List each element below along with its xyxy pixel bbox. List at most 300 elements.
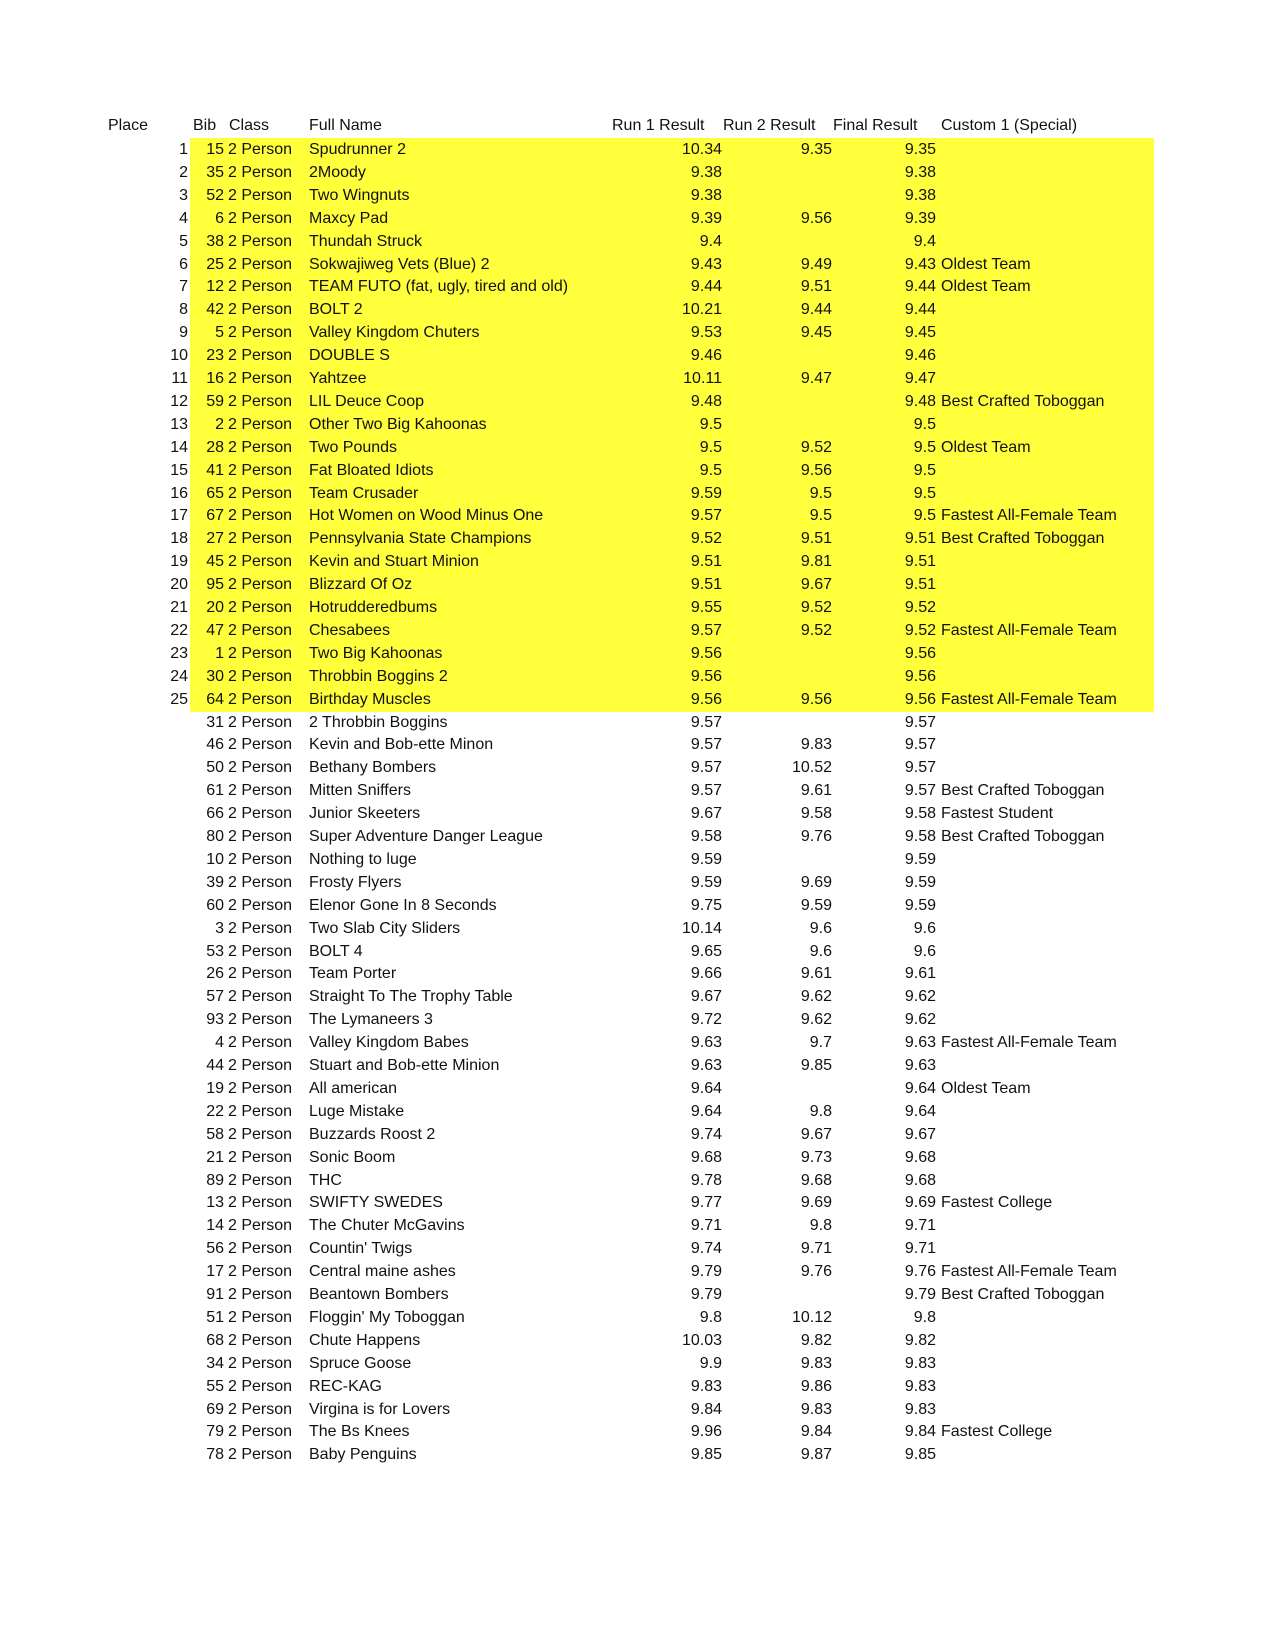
- table-row: [0, 802, 1275, 826]
- cell-class: 2 Person: [228, 1446, 293, 1464]
- cell-full-name: Sokwajiweg Vets (Blue) 2: [309, 255, 490, 273]
- cell-bib: 66: [206, 805, 224, 823]
- table-row: [0, 459, 1275, 483]
- cell-final-result: 9.71: [904, 1217, 936, 1235]
- table-row: [0, 390, 1275, 414]
- cell-class: 2 Person: [228, 415, 293, 433]
- cell-run2-result: 9.62: [800, 1011, 832, 1029]
- cell-run1-result: 9.79: [690, 1263, 722, 1281]
- cell-place: 5: [179, 232, 188, 250]
- table-row: [0, 962, 1275, 986]
- cell-run2-result: 9.56: [800, 690, 832, 708]
- cell-full-name: Kevin and Bob-ette Minon: [309, 736, 494, 754]
- cell-run1-result: 9.67: [690, 805, 722, 823]
- cell-custom-special: Fastest All-Female Team: [941, 621, 1117, 639]
- cell-run1-result: 9.56: [690, 644, 722, 662]
- cell-full-name: Two Wingnuts: [309, 186, 410, 204]
- cell-run2-result: 9.83: [800, 1400, 832, 1418]
- cell-full-name: TEAM FUTO (fat, ugly, tired and old): [309, 278, 569, 296]
- table-row: [0, 779, 1275, 803]
- cell-final-result: 9.57: [904, 759, 936, 777]
- cell-final-result: 9.57: [904, 713, 936, 731]
- cell-class: 2 Person: [228, 667, 293, 685]
- table-row: [0, 940, 1275, 964]
- cell-run2-result: 9.52: [800, 438, 832, 456]
- cell-run2-result: 9.83: [800, 736, 832, 754]
- header-full-name: Full Name: [309, 117, 382, 134]
- table-row: [0, 573, 1275, 597]
- cell-custom-special: Best Crafted Toboggan: [941, 392, 1105, 410]
- cell-place: 4: [179, 209, 188, 227]
- cell-class: 2 Person: [228, 1423, 293, 1441]
- cell-custom-special: Best Crafted Toboggan: [941, 782, 1105, 800]
- table-row: [0, 596, 1275, 620]
- cell-place: 15: [170, 461, 188, 479]
- cell-final-result: 9.56: [904, 667, 936, 685]
- cell-full-name: Countin' Twigs: [309, 1240, 413, 1258]
- table-row: [0, 436, 1275, 460]
- cell-full-name: Yahtzee: [309, 370, 367, 387]
- cell-final-result: 9.56: [904, 690, 936, 708]
- cell-full-name: Virgina is for Lovers: [309, 1400, 451, 1418]
- cell-class: 2 Person: [228, 553, 293, 571]
- cell-bib: 12: [206, 278, 224, 296]
- cell-final-result: 9.83: [904, 1377, 936, 1395]
- table-row: [0, 848, 1275, 872]
- cell-final-result: 9.82: [904, 1331, 936, 1349]
- cell-bib: 56: [206, 1240, 224, 1258]
- cell-run2-result: 9.8: [809, 1102, 832, 1120]
- cell-run1-result: 9.67: [690, 988, 722, 1006]
- cell-run2-result: 9.84: [800, 1423, 832, 1441]
- table-row: [0, 207, 1275, 231]
- cell-run2-result: 9.56: [800, 461, 832, 479]
- cell-place: 18: [170, 530, 188, 548]
- cell-run1-result: 9.51: [690, 576, 722, 594]
- cell-custom-special: Oldest Team: [941, 255, 1031, 273]
- cell-final-result: 9.62: [904, 988, 936, 1006]
- cell-class: 2 Person: [228, 713, 293, 731]
- cell-bib: 5: [215, 324, 224, 342]
- cell-full-name: BOLT 4: [309, 942, 363, 960]
- cell-bib: 13: [206, 1194, 224, 1212]
- table-row: [0, 1123, 1275, 1147]
- header-custom-special: Custom 1 (Special): [941, 117, 1078, 134]
- cell-run1-result: 9.44: [690, 278, 722, 296]
- cell-full-name: Hotrudderedbums: [309, 599, 438, 616]
- cell-class: 2 Person: [228, 759, 293, 777]
- cell-bib: 57: [206, 988, 224, 1006]
- cell-run1-result: 9.46: [690, 347, 722, 365]
- cell-full-name: Two Pounds: [309, 438, 398, 456]
- cell-run2-result: 9.85: [800, 1057, 832, 1074]
- cell-bib: 31: [206, 713, 224, 731]
- cell-bib: 1: [215, 644, 224, 662]
- cell-bib: 23: [206, 347, 224, 365]
- table-row: [0, 344, 1275, 368]
- cell-run1-result: 9.63: [690, 1057, 722, 1074]
- cell-class: 2 Person: [228, 1057, 293, 1074]
- cell-place: 25: [170, 690, 188, 708]
- cell-full-name: Birthday Muscles: [309, 690, 431, 708]
- cell-final-result: 9.63: [904, 1057, 936, 1074]
- cell-class: 2 Person: [228, 370, 293, 387]
- cell-place: 6: [179, 255, 188, 273]
- cell-bib: 69: [206, 1400, 224, 1418]
- cell-run1-result: 9.57: [690, 759, 722, 777]
- cell-final-result: 9.38: [904, 186, 936, 204]
- cell-class: 2 Person: [228, 621, 293, 639]
- cell-custom-special: Oldest Team: [941, 278, 1031, 296]
- cell-run2-result: 9.52: [800, 599, 832, 616]
- cell-full-name: Super Adventure Danger League: [309, 828, 543, 845]
- cell-bib: 34: [206, 1354, 224, 1372]
- cell-full-name: Nothing to luge: [309, 850, 417, 868]
- cell-run1-result: 9.77: [690, 1194, 722, 1212]
- cell-class: 2 Person: [228, 1331, 293, 1349]
- cell-final-result: 9.5: [913, 438, 936, 456]
- cell-run1-result: 10.21: [681, 301, 722, 319]
- cell-class: 2 Person: [228, 942, 293, 960]
- cell-bib: 51: [206, 1308, 224, 1326]
- cell-run2-result: 10.52: [791, 759, 832, 777]
- cell-class: 2 Person: [228, 1171, 293, 1189]
- cell-run1-result: 9.5: [699, 415, 722, 433]
- cell-place: 11: [171, 370, 188, 387]
- cell-run1-result: 9.58: [690, 828, 722, 845]
- cell-run1-result: 9.74: [690, 1240, 722, 1258]
- cell-class: 2 Person: [228, 255, 293, 273]
- cell-run2-result: 9.68: [800, 1171, 832, 1189]
- cell-place: 9: [179, 324, 188, 342]
- cell-run1-result: 9.57: [690, 621, 722, 639]
- header-place: Place: [108, 117, 149, 134]
- table-row: [0, 1443, 1275, 1467]
- cell-place: 22: [170, 621, 188, 639]
- cell-full-name: Pennsylvania State Champions: [309, 530, 532, 548]
- cell-class: 2 Person: [228, 278, 293, 296]
- cell-class: 2 Person: [228, 1034, 293, 1052]
- cell-run1-result: 9.56: [690, 690, 722, 708]
- cell-run1-result: 9.9: [699, 1354, 722, 1372]
- cell-class: 2 Person: [228, 988, 293, 1006]
- cell-final-result: 9.57: [904, 782, 936, 800]
- cell-place: 13: [170, 415, 188, 433]
- cell-place: 20: [170, 576, 188, 594]
- cell-class: 2 Person: [228, 576, 293, 594]
- cell-full-name: Team Crusader: [309, 484, 419, 502]
- table-row: [0, 298, 1275, 322]
- cell-bib: 91: [206, 1286, 224, 1303]
- cell-run1-result: 9.56: [690, 667, 722, 685]
- cell-bib: 17: [206, 1263, 224, 1281]
- table-row: [0, 619, 1275, 643]
- cell-bib: 3: [215, 919, 224, 937]
- cell-final-result: 9.51: [904, 553, 936, 571]
- cell-bib: 61: [206, 782, 224, 800]
- cell-run1-result: 9.4: [699, 232, 722, 250]
- cell-final-result: 9.83: [904, 1400, 936, 1418]
- cell-bib: 38: [206, 232, 224, 250]
- cell-final-result: 9.56: [904, 644, 936, 662]
- cell-class: 2 Person: [228, 850, 293, 868]
- cell-run2-result: 9.69: [800, 873, 832, 891]
- cell-full-name: Mitten Sniffers: [309, 782, 411, 800]
- cell-bib: 15: [206, 141, 224, 158]
- cell-run2-result: 9.47: [800, 370, 832, 387]
- cell-bib: 68: [206, 1331, 224, 1349]
- cell-run1-result: 9.5: [699, 438, 722, 456]
- cell-final-result: 9.4: [913, 232, 936, 250]
- cell-run2-result: 9.58: [800, 805, 832, 823]
- cell-run1-result: 9.68: [690, 1148, 722, 1166]
- cell-full-name: Two Big Kahoonas: [309, 644, 443, 662]
- cell-custom-special: Best Crafted Toboggan: [941, 530, 1105, 548]
- cell-run2-result: 10.12: [791, 1308, 832, 1326]
- table-row: [0, 550, 1275, 574]
- cell-full-name: Team Porter: [309, 965, 397, 983]
- cell-place: 16: [170, 484, 188, 502]
- cell-final-result: 9.58: [904, 828, 936, 845]
- header-final-result: Final Result: [833, 117, 918, 134]
- table-row: [0, 184, 1275, 208]
- cell-final-result: 9.48: [904, 392, 936, 410]
- cell-full-name: Elenor Gone In 8 Seconds: [309, 896, 497, 914]
- cell-run2-result: 9.62: [800, 988, 832, 1006]
- cell-final-result: 9.64: [904, 1102, 936, 1120]
- cell-run1-result: 10.03: [681, 1331, 722, 1349]
- cell-final-result: 9.46: [904, 347, 936, 365]
- cell-full-name: The Chuter McGavins: [309, 1217, 465, 1235]
- cell-full-name: Other Two Big Kahoonas: [309, 415, 487, 433]
- cell-full-name: 2Moody: [309, 163, 366, 181]
- cell-place: 21: [170, 599, 188, 616]
- cell-class: 2 Person: [228, 461, 293, 479]
- cell-run1-result: 9.83: [690, 1377, 722, 1395]
- cell-run1-result: 9.59: [690, 484, 722, 502]
- cell-full-name: LIL Deuce Coop: [309, 392, 425, 410]
- cell-run2-result: 9.6: [809, 919, 832, 937]
- cell-bib: 58: [206, 1125, 224, 1143]
- cell-class: 2 Person: [228, 1079, 293, 1097]
- cell-full-name: Luge Mistake: [309, 1102, 405, 1120]
- cell-bib: 52: [206, 186, 224, 204]
- cell-final-result: 9.61: [904, 965, 936, 983]
- cell-full-name: Stuart and Bob-ette Minion: [309, 1057, 500, 1074]
- cell-run1-result: 9.38: [690, 186, 722, 204]
- table-row: [0, 1283, 1275, 1307]
- table-row: [0, 275, 1275, 299]
- cell-final-result: 9.69: [904, 1194, 936, 1212]
- cell-bib: 44: [206, 1057, 224, 1074]
- cell-place: 24: [170, 667, 188, 685]
- cell-bib: 22: [206, 1102, 224, 1120]
- cell-run2-result: 9.44: [800, 301, 832, 319]
- header-run1-result: Run 1 Result: [612, 117, 705, 134]
- cell-full-name: BOLT 2: [309, 301, 363, 319]
- cell-full-name: Buzzards Roost 2: [309, 1125, 436, 1143]
- cell-full-name: Frosty Flyers: [309, 873, 402, 891]
- cell-run1-result: 9.57: [690, 507, 722, 525]
- cell-place: 14: [170, 438, 188, 456]
- cell-run1-result: 9.57: [690, 736, 722, 754]
- cell-class: 2 Person: [228, 644, 293, 662]
- cell-class: 2 Person: [228, 347, 293, 365]
- cell-run1-result: 9.51: [690, 553, 722, 571]
- cell-run2-result: 9.87: [800, 1446, 832, 1464]
- cell-run2-result: 9.76: [800, 1263, 832, 1281]
- cell-place: 3: [179, 186, 188, 204]
- table-row: [0, 1260, 1275, 1284]
- cell-run1-result: 9.96: [690, 1423, 722, 1441]
- table-row: [0, 825, 1275, 849]
- cell-class: 2 Person: [228, 1148, 293, 1166]
- cell-bib: 93: [206, 1011, 224, 1029]
- cell-bib: 26: [206, 965, 224, 983]
- table-row: [0, 1375, 1275, 1399]
- cell-class: 2 Person: [228, 1194, 293, 1212]
- cell-bib: 79: [206, 1423, 224, 1441]
- cell-class: 2 Person: [228, 209, 293, 227]
- cell-bib: 14: [206, 1217, 224, 1235]
- cell-place: 12: [170, 392, 188, 410]
- cell-bib: 21: [206, 1148, 224, 1166]
- cell-run1-result: 9.64: [690, 1079, 722, 1097]
- cell-run1-result: 9.79: [690, 1286, 722, 1303]
- cell-full-name: All american: [309, 1079, 398, 1097]
- cell-custom-special: Oldest Team: [941, 1079, 1031, 1097]
- cell-full-name: Kevin and Stuart Minion: [309, 553, 479, 571]
- cell-bib: 2: [215, 415, 224, 433]
- cell-bib: 46: [206, 736, 224, 754]
- cell-bib: 41: [206, 461, 224, 479]
- cell-custom-special: Oldest Team: [941, 438, 1031, 456]
- cell-final-result: 9.6: [913, 942, 936, 960]
- cell-place: 2: [179, 163, 188, 181]
- cell-final-result: 9.5: [913, 415, 936, 433]
- cell-class: 2 Person: [228, 1263, 293, 1281]
- cell-bib: 47: [206, 621, 224, 639]
- cell-class: 2 Person: [228, 392, 293, 410]
- cell-run1-result: 10.34: [681, 141, 722, 158]
- cell-final-result: 9.64: [904, 1079, 936, 1097]
- cell-run2-result: 9.73: [800, 1148, 832, 1166]
- cell-final-result: 9.44: [904, 278, 936, 296]
- cell-full-name: Floggin' My Toboggan: [309, 1308, 465, 1326]
- header-bib: Bib: [193, 117, 217, 134]
- cell-run2-result: 9.6: [809, 942, 832, 960]
- cell-final-result: 9.38: [904, 163, 936, 181]
- cell-bib: 16: [206, 370, 224, 387]
- cell-run1-result: 9.8: [699, 1308, 722, 1326]
- cell-run1-result: 9.63: [690, 1034, 722, 1052]
- cell-bib: 45: [206, 553, 224, 571]
- cell-class: 2 Person: [228, 324, 293, 342]
- cell-full-name: Two Slab City Sliders: [309, 919, 461, 937]
- cell-bib: 65: [206, 484, 224, 502]
- cell-final-result: 9.5: [913, 507, 936, 525]
- cell-class: 2 Person: [228, 805, 293, 823]
- cell-bib: 53: [206, 942, 224, 960]
- cell-class: 2 Person: [228, 896, 293, 914]
- cell-final-result: 9.59: [904, 873, 936, 891]
- table-row: [0, 1191, 1275, 1215]
- cell-run1-result: 9.74: [690, 1125, 722, 1143]
- cell-final-result: 9.43: [904, 255, 936, 273]
- cell-bib: 6: [215, 209, 224, 227]
- cell-class: 2 Person: [228, 530, 293, 548]
- cell-bib: 95: [206, 576, 224, 594]
- cell-bib: 67: [206, 507, 224, 525]
- cell-final-result: 9.39: [904, 209, 936, 227]
- header-class: Class: [229, 117, 270, 134]
- cell-class: 2 Person: [228, 141, 293, 158]
- table-row: [0, 985, 1275, 1009]
- cell-bib: 4: [215, 1034, 224, 1052]
- cell-class: 2 Person: [228, 1308, 293, 1326]
- cell-run1-result: 9.59: [690, 873, 722, 891]
- cell-custom-special: Fastest All-Female Team: [941, 507, 1117, 525]
- cell-run1-result: 9.66: [690, 965, 722, 983]
- cell-class: 2 Person: [228, 507, 293, 525]
- cell-run2-result: 9.61: [800, 782, 832, 800]
- cell-final-result: 9.68: [904, 1171, 936, 1189]
- table-row: [0, 1169, 1275, 1193]
- cell-custom-special: Fastest Student: [941, 805, 1054, 823]
- cell-bib: 89: [206, 1171, 224, 1189]
- table-row: [0, 161, 1275, 185]
- cell-final-result: 9.59: [904, 896, 936, 914]
- table-row: [0, 1306, 1275, 1330]
- cell-class: 2 Person: [228, 828, 293, 845]
- cell-place: 23: [170, 644, 188, 662]
- table-row: [0, 756, 1275, 780]
- cell-bib: 28: [206, 438, 224, 456]
- cell-run1-result: 10.14: [681, 919, 722, 937]
- cell-bib: 55: [206, 1377, 224, 1395]
- cell-class: 2 Person: [228, 1011, 293, 1029]
- cell-run1-result: 9.72: [690, 1011, 722, 1029]
- table-row: [0, 1237, 1275, 1261]
- cell-bib: 30: [206, 667, 224, 685]
- cell-final-result: 9.85: [904, 1446, 936, 1464]
- cell-bib: 27: [206, 530, 224, 548]
- cell-bib: 78: [206, 1446, 224, 1464]
- table-row: [0, 1100, 1275, 1124]
- cell-run1-result: 9.53: [690, 324, 722, 342]
- cell-full-name: DOUBLE S: [309, 347, 390, 365]
- cell-run2-result: 9.5: [809, 484, 832, 502]
- cell-run2-result: 9.83: [800, 1354, 832, 1372]
- cell-custom-special: Best Crafted Toboggan: [941, 1286, 1105, 1303]
- table-row: [0, 1329, 1275, 1353]
- cell-class: 2 Person: [228, 782, 293, 800]
- cell-run2-result: 9.51: [800, 278, 832, 296]
- cell-full-name: Sonic Boom: [309, 1148, 396, 1166]
- cell-run1-result: 9.65: [690, 942, 722, 960]
- cell-full-name: Valley Kingdom Babes: [309, 1034, 469, 1052]
- table-row: [0, 917, 1275, 941]
- table-row: [0, 230, 1275, 254]
- cell-full-name: Valley Kingdom Chuters: [309, 324, 480, 342]
- table-row: [0, 1420, 1275, 1444]
- cell-place: 19: [170, 553, 188, 571]
- table-row: [0, 711, 1275, 735]
- cell-custom-special: Fastest All-Female Team: [941, 1034, 1117, 1052]
- cell-run1-result: 9.5: [699, 461, 722, 479]
- cell-bib: 64: [206, 690, 224, 708]
- cell-class: 2 Person: [228, 1240, 293, 1258]
